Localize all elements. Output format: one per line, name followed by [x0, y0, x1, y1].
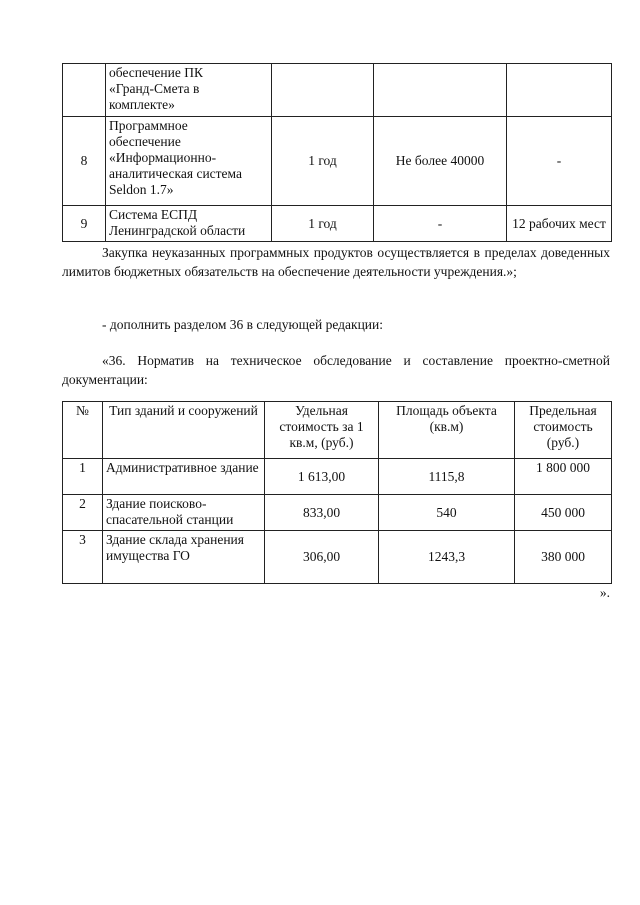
software-table — [62, 63, 612, 242]
table-row — [63, 206, 612, 242]
license-qty: - — [507, 117, 612, 206]
row-number: 3 — [63, 531, 103, 584]
name-line: «Гранд-Смета в — [109, 81, 200, 96]
name-line: Система ЕСПД — [109, 207, 198, 222]
building-type: Здание склада хранения имущества ГО — [103, 531, 265, 584]
table-row — [63, 64, 612, 117]
name-line: обеспечение ПК — [109, 65, 203, 80]
name-line: «Информационно- — [109, 150, 217, 165]
license-cost — [374, 64, 507, 117]
purchase-paragraph: Закупка неуказанных программных продуктов осуществляется в пределах доведенных лимитов бюджетных обязательств на обеспечение деятельности учреждения.»; — [62, 245, 610, 279]
row-number: 1 — [63, 459, 103, 495]
header-num: № — [63, 402, 103, 459]
header-limit-cost: Предельная стоимость (руб.) — [515, 402, 612, 459]
table-row — [63, 531, 612, 584]
area: 1115,8 — [379, 459, 515, 495]
license-qty: 12 рабочих мест — [507, 206, 612, 242]
unit-cost: 306,00 — [265, 531, 379, 584]
name-line: обеспечение — [109, 134, 181, 149]
header-building-type: Тип зданий и сооружений — [103, 402, 265, 459]
name-line: Seldon 1.7» — [109, 182, 174, 197]
area: 540 — [379, 495, 515, 531]
name-line: аналитическая система — [109, 166, 242, 181]
section-36-heading: «36. Норматив на техническое обследование и составление проектно-сметной документации: — [62, 353, 610, 387]
table-header-row — [63, 402, 612, 459]
area: 1243,3 — [379, 531, 515, 584]
inspection-norm-table — [62, 401, 612, 584]
limit-cost: 1 800 000 — [515, 459, 612, 495]
row-number — [63, 64, 106, 117]
license-term: 1 год — [272, 117, 374, 206]
table-row — [63, 495, 612, 531]
row-number: 9 — [63, 206, 106, 242]
name-line: Ленинградской области — [109, 223, 246, 238]
row-number: 2 — [63, 495, 103, 531]
row-number: 8 — [63, 117, 106, 206]
building-type: Административное здание — [103, 459, 265, 495]
limit-cost: 380 000 — [515, 531, 612, 584]
name-line: комплекте» — [109, 97, 175, 112]
license-cost: - — [374, 206, 507, 242]
license-qty — [507, 64, 612, 117]
closing-quote: ». — [599, 585, 610, 600]
table-row — [63, 117, 612, 206]
unit-cost: 833,00 — [265, 495, 379, 531]
license-cost: Не более 40000 — [374, 117, 507, 206]
license-term: 1 год — [272, 206, 374, 242]
software-name — [106, 64, 272, 117]
software-name — [106, 117, 272, 206]
amendment-paragraph: - дополнить разделом 36 в следующей редакции: — [102, 317, 384, 332]
license-term — [272, 64, 374, 117]
unit-cost: 1 613,00 — [265, 459, 379, 495]
building-type: Здание поисково-спасательной станции — [103, 495, 265, 531]
software-name — [106, 206, 272, 242]
limit-cost: 450 000 — [515, 495, 612, 531]
header-area: Площадь объекта (кв.м) — [379, 402, 515, 459]
name-line: Программное — [109, 118, 188, 133]
header-unit-cost: Удельная стоимость за 1 кв.м, (руб.) — [265, 402, 379, 459]
table-row — [63, 459, 612, 495]
